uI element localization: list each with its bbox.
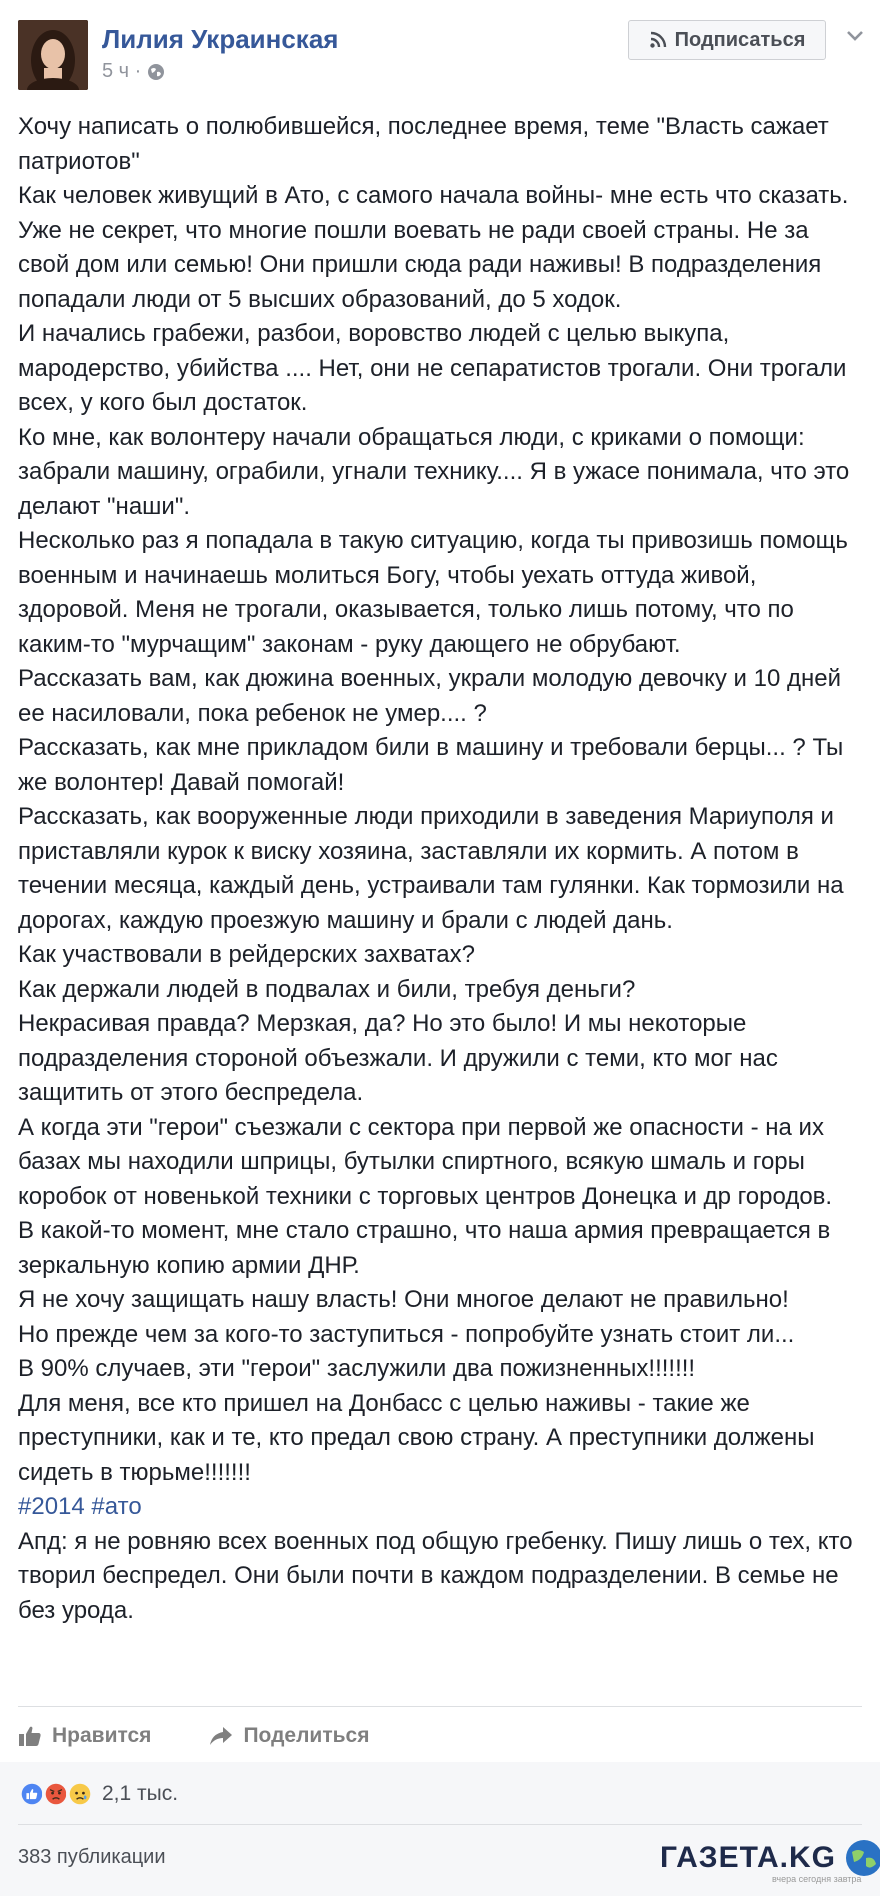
thumbs-up-icon [18,1725,42,1747]
post-paragraph: Ко мне, как волонтеру начали обращаться люди, с криками о помощи: забрали машину, ограбили, угнали технику.... Я в ужасе понимала, что это делают "наши". [18,423,856,520]
post-paragraph: Уже не секрет, что многие пошли воевать не ради своей страны. Не за свой дом или семью! Они пришли сюда ради наживы! В подразделения попадали люди от 5 высших образований, до 5 ходок. [18,216,828,313]
post-paragraph: Я не хочу защищать нашу власть! Они многое делают не правильно! [18,1286,789,1313]
watermark-tagline: вчера сегодня завтра [772,1874,862,1884]
author-avatar[interactable] [18,20,88,90]
watermark-logo [660,1838,880,1884]
avatar-image [18,20,88,90]
post-paragraph: Некрасивая правда? Мерзкая, да? Но это было! И мы некоторые подразделения стороной объезжали. И дружили с теми, кто мог нас защитить от этого беспредела. [18,1010,785,1106]
post-paragraph: Рассказать, как мне прикладом били в машину и требовали берцы... ? Ты же волонтер! Давай помогай! [18,734,850,796]
reactions-summary[interactable] [18,1780,178,1808]
reactions-count: 2,1 тыс. [102,1782,179,1805]
hashtag-link[interactable]: #ато [91,1493,142,1520]
post-paragraph: Для меня, все кто пришел на Донбасс с целью наживы - такие же преступники, как и те, кто предал свою страну. А преступники должены сидеть в тюрьме!!!!!!! [18,1389,822,1486]
post-paragraph: Рассказать, как вооруженные люди приходили в заведения Мариуполя и приставляли курок к виску хозяина, заставляли их кормить. А потом в течении месяца, каждый день, устраивали там гулянки. Как тормозили на дорогах, каждую проезжую машину и брали с людей дань. [18,803,851,934]
post-paragraph: Рассказать вам, как дюжина военных, украли молодую девочку и 10 дней ее насиловали, пока ребенок не умер.... ? [18,665,848,727]
watermark-text: ГАЗЕТА.KG [660,1841,837,1874]
post-actions [18,1716,862,1756]
post-paragraph: Как держали людей в подвалах и били, требуя деньги? [18,975,636,1003]
post-time[interactable]: 5 ч · [102,60,142,82]
like-label: Нравится [52,1724,152,1747]
post-paragraph: А когда эти "герои" съезжали с сектора при первой же опасности - на их базах мы находили шприцы, бутылки спиртного, всякую шмаль и горы коробок от новенькой техники с торговых центров Донецка и др городов. [18,1113,833,1210]
post-paragraph: Но прежде чем за кого-то заступиться - попробуйте узнать стоит ли... [18,1320,795,1348]
post-paragraph: Как участвовали в рейдерских захватах? [18,941,475,968]
rss-icon [649,31,667,49]
share-arrow-icon [209,1725,233,1747]
share-button[interactable] [209,1724,369,1748]
hashtag-link[interactable]: #2014 [18,1493,85,1520]
post-header [0,0,880,100]
shares-count[interactable]: 383 публикации [18,1846,166,1868]
post-paragraph: Несколько раз я попадала в такую ситуацию, когда ты привозишь помощь военным и начинаешь молиться Богу, чтобы уехать оттуда живой, здоровой. Меня не трогали, оказывается, только лишь потому, что по каким-то "мурчащим" законам - руку дающего не обрубают. [18,527,855,658]
globe-logo-icon [844,1838,880,1878]
subscribe-label: Подписаться [674,28,806,51]
sad-reaction-icon [66,1780,94,1808]
subscribe-button[interactable] [628,20,826,60]
divider [18,1824,862,1825]
post-paragraph: Как человек живущий в Ато, с самого начала войны- мне есть что сказать. [18,182,849,209]
globe-icon[interactable] [147,63,165,81]
divider [18,1706,862,1707]
share-label: Поделиться [243,1724,370,1747]
like-button[interactable] [18,1724,151,1748]
author-name[interactable]: Лилия Украинская [102,24,339,54]
post-update: Апд: я не ровняю всех военных под общую гребенку. Пишу лишь о тех, кто творил беспредел. Они были почти в каждом подразделении. В семье не без урода. [18,1527,860,1624]
post-body [18,110,864,1628]
post-paragraph: И начались грабежи, разбои, воровство людей с целью выкупа, мародерство, убийства .... Нет, они не сепаратистов трогали. Они трогали всех, у кого был достаток. [18,320,854,416]
hashtags [18,1490,864,1525]
post-meta [102,60,165,83]
post-paragraph: Хочу написать о полюбившейся, последнее время, теме "Власть сажает патриотов" [18,113,836,175]
post-paragraph: В 90% случаев, эти "герои" заслужили два пожизненных!!!!!!! [18,1355,696,1382]
post-paragraph: В какой-то момент, мне стало страшно, что наша армия превращается в зеркальную копию армии ДНР. [18,1217,837,1279]
chevron-down-icon[interactable] [844,24,866,46]
